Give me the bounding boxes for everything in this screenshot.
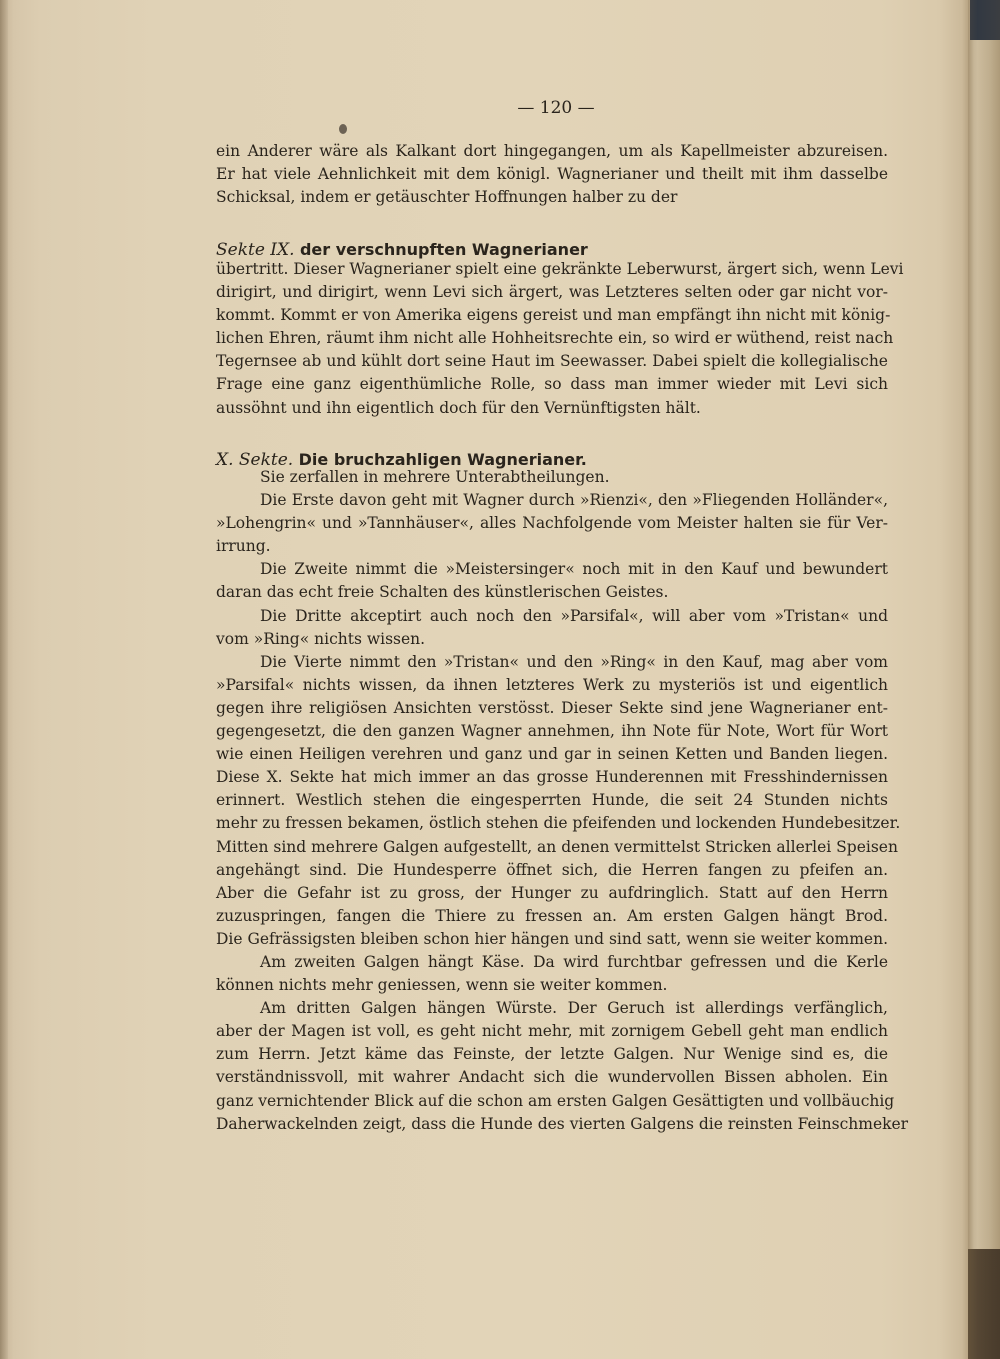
text-line: wie einen Heiligen verehren und ganz und gar in seinen Ketten und Banden liegen. (216, 745, 888, 764)
text-line: »Parsifal« nichts wissen, da ihnen letzteres Werk zu mysteriös ist und eigentlich (216, 675, 888, 694)
text-line: vom »Ring« nichts wissen. (216, 629, 426, 648)
text-line: angehängt sind. Die Hundesperre öffnet sich, die Herren fangen zu pfeifen an. (216, 860, 888, 879)
text-line: gegengesetzt, die den ganzen Wagner annehmen, ihn Note für Note, Wort für Wort (216, 722, 888, 741)
text-line: lichen Ehren, räumt ihm nicht alle Hohheitsrechte ein, so wird er wüthend, reist nach (216, 329, 894, 348)
text-line: zuzuspringen, fangen die Thiere zu fressen an. Am ersten Galgen hängt Brod. (216, 906, 888, 925)
text-block-1 (216, 140, 888, 209)
heading-sekte-number: Sekte IX. (216, 240, 295, 260)
text-line: übertritt. Dieser Wagnerianer spielt eine gekränkte Leberwurst, ärgert sich, wenn Levi (216, 260, 904, 278)
text-line: »Lohengrin« und »Tannhäuser«, alles Nachfolgende vom Meister halten sie für Ver- (216, 514, 888, 533)
heading-sekte-title: Die bruchzahligen Wagnerianer. (298, 450, 587, 469)
text-line: kommt. Kommt er von Amerika eigens gereist und man empfängt ihn nicht mit könig- (216, 306, 891, 325)
text-line: Er hat viele Aehnlichkeit mit dem königl. Wagnerianer und theilt mit ihm dasselbe (216, 165, 888, 184)
text-block-2 (216, 258, 904, 420)
text-line: können nichts mehr geniessen, wenn sie weiter kommen. (216, 976, 668, 995)
text-line: Daherwackelnden zeigt, dass die Hunde des vierten Galgens die reinsten Feinschmeker (216, 1114, 909, 1133)
text-line: Die Gefrässigsten bleiben schon hier hängen und sind satt, wenn sie weiter kommen. (216, 929, 888, 948)
text-line: verständnissvoll, mit wahrer Andacht sich die wundervollen Bissen abholen. Ein (216, 1068, 888, 1087)
text-line: Frage eine ganz eigenthümliche Rolle, so dass man immer wieder mit Levi sich (216, 375, 888, 394)
text-line: ein Anderer wäre als Kalkant dort hingegangen, um als Kapellmeister abzureisen. (216, 142, 888, 160)
text-line: Am dritten Galgen hängen Würste. Der Geruch ist allerdings verfänglich, (260, 999, 888, 1018)
ink-spot (339, 124, 347, 134)
text-line: daran das echt freie Schalten des künstlerischen Geistes. (216, 583, 669, 602)
text-line: mehr zu fressen bekamen, östlich stehen die pfeifenden und lockenden Hundebesitzer. (216, 814, 901, 833)
text-line: aber der Magen ist voll, es geht nicht mehr, mit zornigem Gebell geht man endlich (216, 1022, 888, 1041)
heading-sekte-number: X. Sekte. (216, 450, 294, 470)
text-line: zum Herrn. Jetzt käme das Feinste, der letzte Galgen. Nur Wenige sind es, die (216, 1045, 888, 1064)
text-line: Die Erste davon geht mit Wagner durch »Rienzi«, den »Fliegenden Holländer«, (260, 491, 888, 510)
text-line: Die Dritte akceptirt auch noch den »Parsifal«, will aber vom »Tristan« und (260, 606, 888, 625)
text-block-3 (216, 466, 909, 1136)
text-line: dirigirt, und dirigirt, wenn Levi sich ärgert, was Letzteres selten oder gar nicht vor- (216, 283, 888, 302)
text-line: Die Vierte nimmt den »Tristan« und den »Ring« in den Kauf, mag aber vom (260, 652, 888, 671)
heading-sekte-title: der verschnupften Wagnerianer (299, 240, 588, 259)
text-line: Sie zerfallen in mehrere Unterabtheilungen. (260, 468, 610, 486)
text-line: gegen ihre religiösen Ansichten verstösst. Dieser Sekte sind jene Wagnerianer ent- (216, 698, 888, 717)
text-line: Am zweiten Galgen hängt Käse. Da wird furchtbar gefressen und die Kerle (260, 952, 888, 971)
text-line: aussöhnt und ihn eigentlich doch für den Vernünftigsten hält. (216, 398, 701, 417)
text-line: Die Zweite nimmt die »Meistersinger« noch mit in den Kauf und bewundert (260, 560, 888, 579)
text-line: Schicksal, indem er getäuschter Hoffnungen halber zu der (216, 188, 678, 207)
binding-edge-top (970, 0, 1000, 40)
page-number: — 120 — (517, 98, 595, 118)
text-line: Aber die Gefahr ist zu gross, der Hunger zu aufdringlich. Statt auf den Herrn (216, 883, 888, 902)
text-line: ganz vernichtender Blick auf die schon am ersten Galgen Gesättigten und vollbäuchig (216, 1091, 895, 1110)
binding-edge-bottom (968, 1249, 1000, 1359)
text-line: Mitten sind mehrere Galgen aufgestellt, an denen vermittelst Stricken allerlei Speisen (216, 837, 898, 856)
text-line: Diese X. Sekte hat mich immer an das grosse Hunderennen mit Fresshindernissen (216, 768, 888, 787)
text-line: erinnert. Westlich stehen die eingesperrten Hunde, die seit 24 Stunden nichts (216, 791, 888, 810)
text-line: irrung. (216, 537, 271, 556)
text-line: Tegernsee ab und kühlt dort seine Haut im Seewasser. Dabei spielt die kollegialische (216, 352, 888, 371)
